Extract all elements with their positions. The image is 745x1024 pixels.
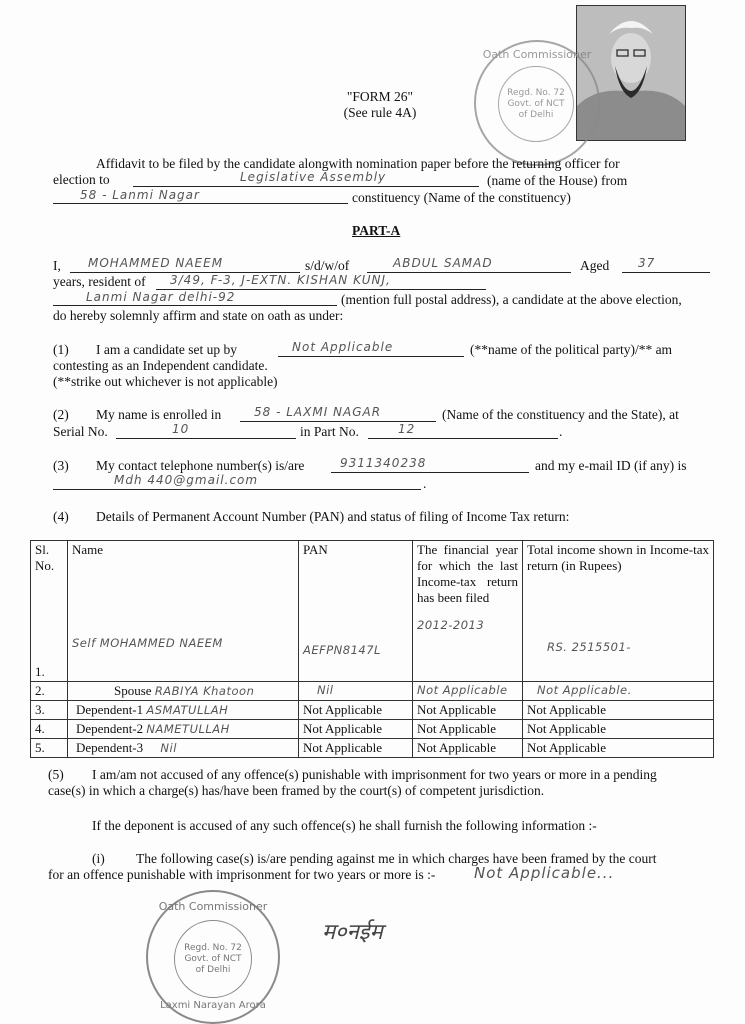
row1-year: 2012-2013 xyxy=(417,618,485,632)
header-name-text: Name xyxy=(72,542,104,557)
phone-underline xyxy=(331,472,529,473)
item5-number: (5) xyxy=(48,767,64,782)
row5-income: Not Applicable xyxy=(523,739,714,758)
header-year xyxy=(413,541,523,682)
item3-text: My contact telephone number(s) is/are xyxy=(96,458,305,473)
row5-sl: 5. xyxy=(31,739,68,758)
sub-i-line1: The following case(s) is/are pending against me in which charges have been framed by the court xyxy=(136,851,657,866)
row2-income: Not Applicable. xyxy=(523,682,714,701)
serial-underline xyxy=(116,438,296,439)
age-value: 37 xyxy=(638,256,656,270)
oath-commissioner-stamp-bottom xyxy=(146,890,280,1024)
row3-sl: 3. xyxy=(31,701,68,720)
relation-label: s/d/w/of xyxy=(305,258,350,273)
header-income-text: Total income shown in Income-tax return (in Rupees) xyxy=(527,542,709,573)
row1-pan: AEFPN8147L xyxy=(303,643,381,657)
address2-underline xyxy=(53,305,337,306)
item1-note: (**name of the political party)/** am xyxy=(470,342,673,357)
address-line2: Lanmi Nagar delhi-92 xyxy=(86,290,236,304)
row3-income: Not Applicable xyxy=(523,701,714,720)
email-underline xyxy=(53,489,421,490)
item3-end: . xyxy=(423,476,427,491)
row3-year: Not Applicable xyxy=(413,701,523,720)
age-underline xyxy=(622,272,710,273)
deponent-note: If the deponent is accused of any such offence(s) he shall furnish the following information :- xyxy=(92,818,597,833)
table-row xyxy=(31,739,714,758)
item2-note: (Name of the constituency and the State), at xyxy=(442,407,679,422)
item3-number: (3) xyxy=(53,458,69,473)
election-to-label: election to xyxy=(53,172,110,187)
aged-label: Aged xyxy=(580,258,610,273)
row1-sl: 1. xyxy=(35,664,45,679)
row4-name: NAMETULLAH xyxy=(146,722,230,736)
declarant-name: MOHAMMED NAEEM xyxy=(88,256,224,270)
serial-label: Serial No. xyxy=(53,424,108,439)
pan-table xyxy=(30,540,714,758)
row2-name-cell xyxy=(68,682,299,701)
row5-pan: Not Applicable xyxy=(299,739,413,758)
header-income xyxy=(523,541,714,682)
header-name xyxy=(68,541,299,682)
serial-value: 10 xyxy=(172,422,190,436)
form-rule: (See rule 4A) xyxy=(343,105,417,120)
bottom-stamp-regd: Regd. No. 72 xyxy=(184,942,242,953)
party-value: Not Applicable xyxy=(292,340,394,354)
row4-label: Dependent-2 xyxy=(76,721,144,736)
table-row xyxy=(31,701,714,720)
sub-i-value: Not Applicable... xyxy=(474,864,615,882)
row2-pan: Nil xyxy=(299,682,413,701)
row5-label: Dependent-3 xyxy=(76,740,144,755)
house-underline xyxy=(133,186,479,187)
row1-label: Self xyxy=(72,636,96,650)
address-note: (mention full postal address), a candidate at the above election, xyxy=(341,292,682,307)
constituency-label: constituency (Name of the constituency) xyxy=(352,190,571,205)
bottom-stamp-top-text: Oath Commissioner xyxy=(158,900,268,913)
item4-number: (4) xyxy=(53,509,69,524)
row4-name-cell xyxy=(68,720,299,739)
constituency-underline xyxy=(53,203,348,204)
row5-name: Nil xyxy=(160,741,177,755)
row2-label: Spouse xyxy=(114,683,152,698)
part-no-underline xyxy=(368,438,558,439)
row3-label: Dependent-1 xyxy=(76,702,144,717)
item2-text: My name is enrolled in xyxy=(96,407,222,422)
item4-text: Details of Permanent Account Number (PAN) and status of filing of Income Tax return: xyxy=(96,509,570,524)
form-title: "FORM 26" xyxy=(346,89,414,104)
pan-table-header-row xyxy=(31,541,714,682)
row4-year: Not Applicable xyxy=(413,720,523,739)
row4-sl: 4. xyxy=(31,720,68,739)
item5-line1: I am/am not accused of any offence(s) punishable with imprisonment for two years or more in a pending xyxy=(92,767,657,782)
item2-end: . xyxy=(559,424,563,439)
header-sl: Sl. No. 1. xyxy=(31,541,68,682)
father-name: ABDUL SAMAD xyxy=(393,256,493,270)
address-line1: 3/49, F-3, J-EXTN. KISHAN KUNJ, xyxy=(170,273,391,287)
phone-value: 9311340238 xyxy=(340,456,427,470)
part-no-value: 12 xyxy=(398,422,416,436)
father-underline xyxy=(367,272,571,273)
row3-name-cell xyxy=(68,701,299,720)
constituency-value: 58 - Lanmi Nagar xyxy=(80,188,200,202)
row3-pan: Not Applicable xyxy=(299,701,413,720)
row5-name-cell xyxy=(68,739,299,758)
row2-name: RABIYA Khatoon xyxy=(154,684,255,698)
part-no-label: in Part No. xyxy=(300,424,359,439)
stamp-top-ring-text: Oath Commissioner xyxy=(482,48,592,61)
item1-number: (1) xyxy=(53,342,69,357)
deponent-signature: म०नईम xyxy=(322,920,383,945)
table-row xyxy=(31,720,714,739)
oath-commissioner-stamp-top xyxy=(474,40,600,166)
email-value: Mdh 440@gmail.com xyxy=(114,473,259,487)
bottom-stamp-bottom-text: Laxmi Narayan Arora xyxy=(160,1000,266,1011)
email-label: and my e-mail ID (if any) is xyxy=(535,458,687,473)
sub-i-line2: for an offence punishable with imprisonment for two years or more is :- xyxy=(48,867,436,882)
name-of-house-label: (name of the House) from xyxy=(487,173,628,188)
row1-name-cell xyxy=(72,636,294,650)
header-pan-text: PAN xyxy=(303,542,328,557)
resident-label: years, resident of xyxy=(53,274,146,289)
house-value: Legislative Assembly xyxy=(240,170,387,184)
oath-line: do hereby solemnly affirm and state on oath as under: xyxy=(53,308,344,323)
enrolled-constituency: 58 - LAXMI NAGAR xyxy=(254,405,382,419)
stamp-city: of Delhi xyxy=(518,109,554,120)
row1-income: RS. 2515501- xyxy=(547,640,631,654)
stamp-regd: Regd. No. 72 xyxy=(507,87,565,98)
item1-line3: (**strike out whichever is not applicable) xyxy=(53,374,278,389)
header-pan xyxy=(299,541,413,682)
stamp-govt: Govt. of NCT xyxy=(507,98,565,109)
header-year-text: The financial year for which the last Income-tax return has been filed xyxy=(417,542,518,605)
row3-name: ASMATULLAH xyxy=(146,703,229,717)
bottom-stamp-govt: Govt. of NCT xyxy=(184,953,242,964)
declarant-i: I, xyxy=(53,258,61,273)
item1-line2: contesting as an Independent candidate. xyxy=(53,358,268,373)
item1-text: I am a candidate set up by xyxy=(96,342,237,357)
bottom-stamp-city: of Delhi xyxy=(195,964,231,975)
row5-year: Not Applicable xyxy=(413,739,523,758)
row4-pan: Not Applicable xyxy=(299,720,413,739)
table-row xyxy=(31,682,714,701)
row2-year: Not Applicable xyxy=(413,682,523,701)
part-a-heading: PART-A xyxy=(352,223,401,238)
row1-name: MOHAMMED NAEEM xyxy=(99,636,223,650)
item5-line2: case(s) in which a charge(s) has/have been framed by the court(s) of competent jurisdiction. xyxy=(48,783,545,798)
row4-income: Not Applicable xyxy=(523,720,714,739)
party-underline xyxy=(278,356,464,357)
intro-line1: Affidavit to be filed by the candidate alongwith nomination paper before the returning officer for xyxy=(96,156,620,171)
row2-sl: 2. xyxy=(31,682,68,701)
item2-number: (2) xyxy=(53,407,69,422)
sub-i-number: (i) xyxy=(92,851,105,866)
